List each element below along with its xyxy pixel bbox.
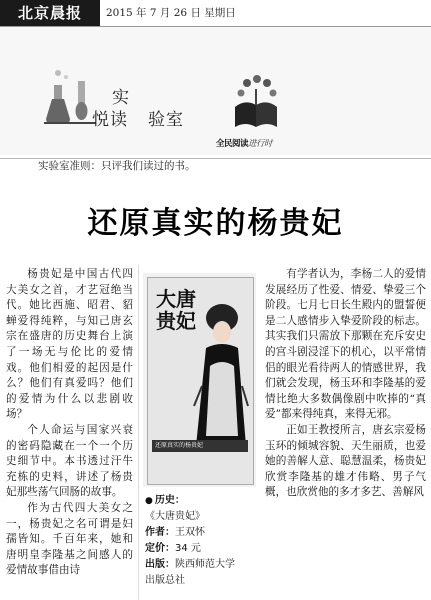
book-publisher-cont: 出版总社 [145,575,185,586]
page-header [0,0,431,27]
reading-logo-bold: 全民阅读 [216,139,249,149]
book-cover-caption: 还原真实的杨贵妃 [152,440,248,452]
article-paragraph: 作为古代四大美女之一，杨贵妃之名可谓是妇孺皆知。千百年来，她和唐明皇李隆基之间感人的爱情故事借由诗 [6,501,133,577]
book-title: 《大唐贵妃》 [145,511,205,522]
author-value: 王双怀 [175,527,205,538]
book-price [145,541,263,557]
reading-logo-italic: 进行时 [248,139,273,149]
book-category [145,493,263,509]
article-headline: 还原真实的杨贵妃 [87,206,344,241]
flask-icon [44,67,96,125]
book-category-label: 历史： [154,495,185,506]
column-divider [138,265,139,600]
author-label: 作者： [145,527,175,538]
masthead: 北京晨报 [0,0,100,26]
column-tagline: 实验室准则：只评我们读过的书。 [38,160,196,172]
reading-logo-text [216,137,272,149]
column-title-prefix: 悦读 [92,110,128,130]
book-tree-icon [225,73,287,135]
book-cover [147,277,254,485]
article-paragraph: 个人命运与国家兴衰的密码隐藏在一个一个历史细节中。本书透过汗牛充栋的史料，讲述了杨贵妃那些荡气回肠的故事。 [6,423,133,499]
article-right-column [265,267,426,501]
dateline: 2015 年 7 月 26 日 星期日 [106,7,236,19]
section-divider [0,158,431,159]
column-title-rest: 验室 [148,110,184,130]
article-left-column [6,267,133,579]
column-title-stacked-char: 实 [112,88,130,108]
portrait-figure-icon [188,296,250,456]
price-label: 定价： [145,543,175,554]
bullet-icon: ● [145,496,153,506]
book-author [145,525,263,541]
publisher-value-line1: 陕西师范大学 [175,559,235,570]
article-paragraph: 有学者认为，李杨二人的爱情发展经历了性爱、情爱、挚爱三个阶段。七月七日长生殿内的盟誓便是二人感情步入挚爱阶段的标志。其实我们只需放下那颗在充斥安史的宫斗剧浸淫下的机心，以平常情侣的眼光看待两人的情感世界，我们就会发现，杨玉环和李隆基的爱情比绝大多数偶像剧中吹捧的“真爱”都来得纯真，来得无邪。 [265,268,426,421]
column-banner [0,27,431,172]
book-info [145,493,263,589]
price-value: 34 元 [175,543,201,554]
publisher-label: 出版： [145,559,175,570]
book-cover-card [143,273,256,487]
article-paragraph: 正如王教授所言，唐玄宗爱杨玉环的倾城容貌、天生丽质，也爱她的善解人意、聪慧温柔，杨贵妃欣赏李隆基的雄才伟略、男子气概，也欣赏他的多才多艺、善解风 [265,423,426,499]
column-title [92,88,184,130]
book-publisher [145,557,263,573]
article-paragraph: 杨贵妃是中国古代四大美女之首，才艺冠绝当代。她比西施、昭君、貂蝉爱得纯粹，与知己唐玄宗在盛唐的历史舞台上演了一场无与伦比的爱情戏。他们相爱的起因是什么？他们有真爱吗？他们的爱情为什么以悲剧收场？ [6,268,133,421]
book-cover-title: 大唐 贵妃 [156,287,196,333]
